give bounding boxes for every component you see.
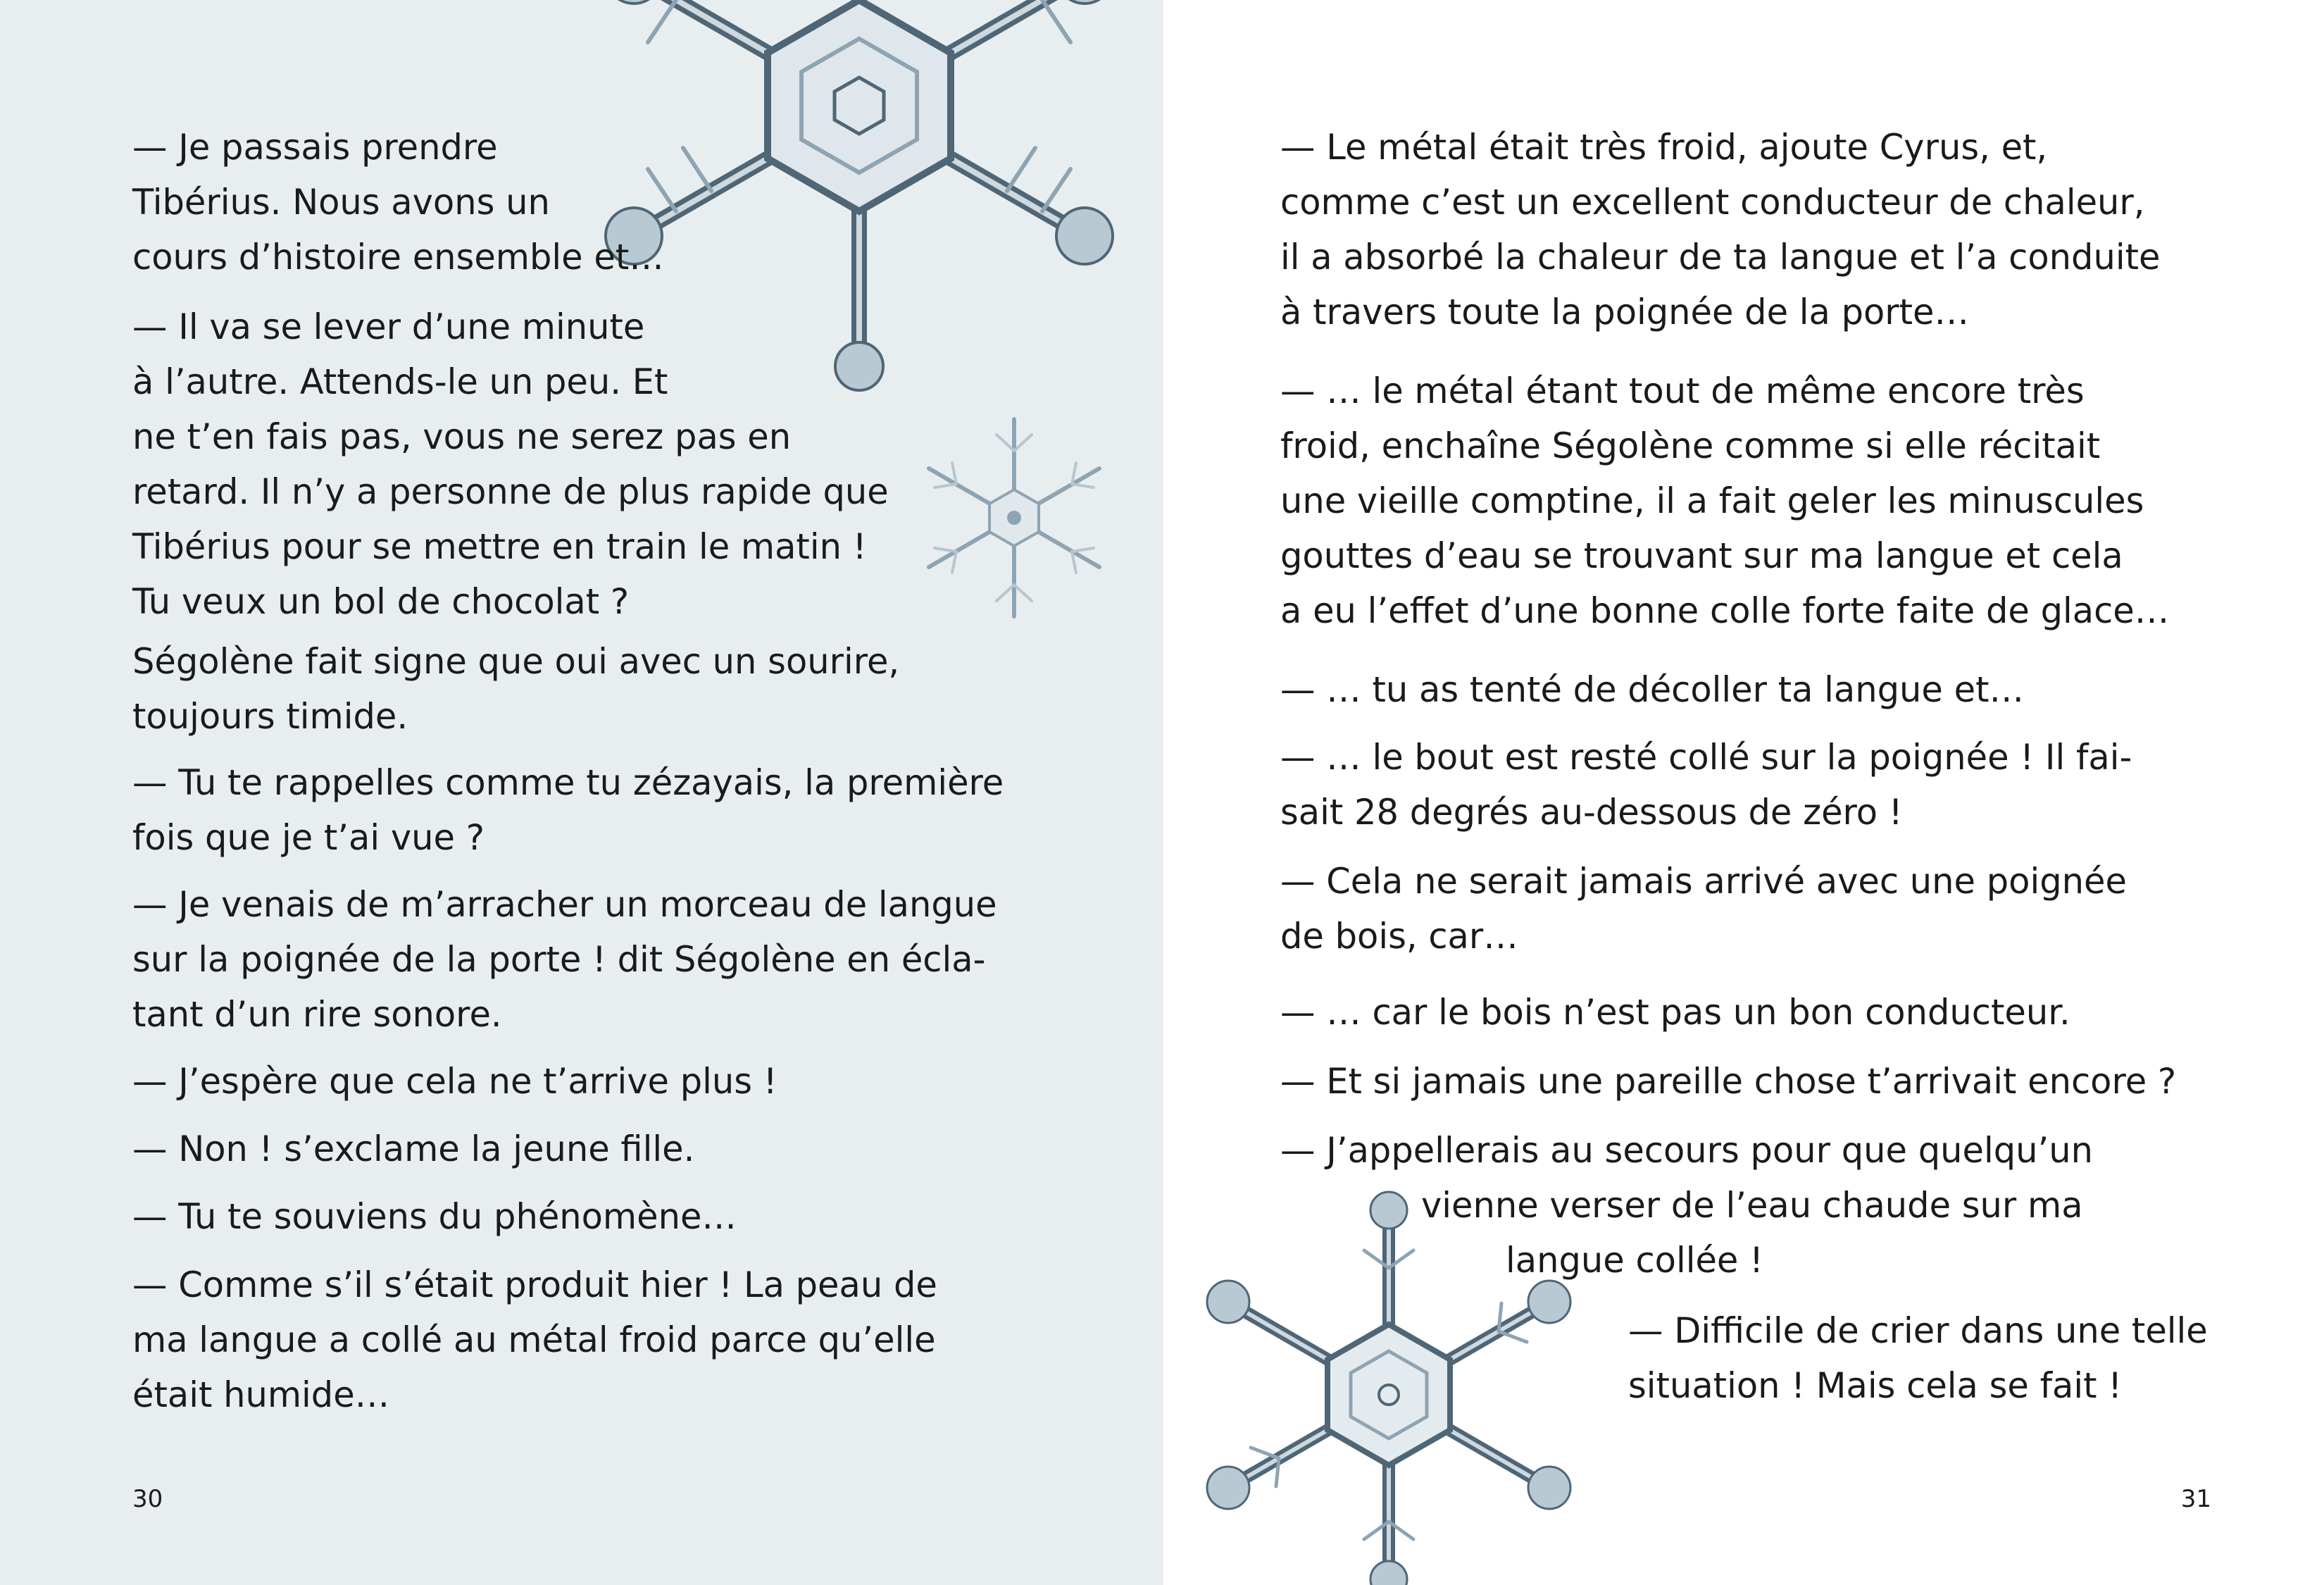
text-line: retard. Il n’y a personne de plus rapide que: [132, 471, 889, 512]
text-line: — Je venais de m’arracher un morceau de langue: [132, 884, 997, 925]
snowflake-icon: [908, 412, 1120, 623]
text-line: froid, enchaîne Ségolène comme si elle récitait: [1280, 425, 2101, 466]
text-line: toujours timide.: [132, 696, 408, 737]
paragraph: [132, 299, 889, 629]
text-line: fois que je t’ai vue ?: [132, 817, 485, 858]
text-line: vienne verser de l’eau chaude sur ma: [1421, 1185, 2083, 1226]
text-line: comme c’est un excellent conducteur de chaleur,: [1280, 182, 2145, 223]
paragraph: [1280, 120, 2160, 340]
paragraph: [132, 1189, 737, 1244]
text-line: — … car le bois n’est pas un bon conducteur.: [1280, 992, 2070, 1033]
text-line: — Comme s’il s’était produit hier ! La peau de: [132, 1264, 937, 1305]
text-line: Tu veux un bol de chocolat ?: [132, 581, 630, 622]
text-line: sait 28 degrés au-dessous de zéro !: [1280, 792, 1903, 833]
text-line: — … le bout est resté collé sur la poignée ! Il fai-: [1280, 737, 2132, 778]
text-line: — J’espère que cela ne t’arrive plus !: [132, 1061, 777, 1102]
text-line: cours d’histoire ensemble et…: [132, 237, 664, 278]
text-line: tant d’un rire sonore.: [132, 994, 502, 1035]
right-page: [1163, 0, 2324, 1585]
text-line: langue collée !: [1506, 1240, 1763, 1281]
paragraph: [132, 1121, 694, 1176]
text-line: à l’autre. Attends-le un peu. Et: [132, 361, 668, 402]
text-line: Tibérius pour se mettre en train le matin !: [132, 526, 867, 567]
text-line: gouttes d’eau se trouvant sur ma langue et cela: [1280, 535, 2123, 576]
text-line: situation ! Mais cela se fait !: [1628, 1365, 2123, 1406]
text-line: Ségolène fait signe que oui avec un sourire,: [132, 641, 900, 682]
text-line: ma langue a collé au métal froid parce qu’elle: [132, 1319, 936, 1360]
paragraph: [1280, 985, 2070, 1040]
paragraph: [1628, 1303, 2208, 1413]
paragraph: [132, 755, 1004, 865]
paragraph: [132, 1257, 937, 1422]
page-number: 30: [132, 1485, 163, 1513]
text-line: — Difficile de crier dans une telle: [1628, 1310, 2208, 1351]
text-line: — Je passais prendre: [132, 127, 498, 168]
text-line: — … tu as tenté de décoller ta langue et…: [1280, 669, 2024, 710]
text-line: — Il va se lever d’une minute: [132, 306, 645, 347]
paragraph: [1280, 730, 2132, 840]
paragraph: [132, 1054, 777, 1109]
page-number: 31: [2180, 1485, 2211, 1513]
paragraph: [1280, 1123, 2093, 1288]
text-line: ne t’en fais pas, vous ne serez pas en: [132, 416, 792, 457]
text-line: a eu l’effet d’une bonne colle forte faite de glace…: [1280, 590, 2170, 631]
paragraph: [132, 120, 664, 285]
text-line: Tibérius. Nous avons un: [132, 182, 550, 223]
paragraph: [132, 877, 997, 1042]
text-line: — Tu te souviens du phénomène…: [132, 1196, 737, 1237]
text-line: — … le métal étant tout de même encore très: [1280, 371, 2085, 411]
text-line: — Et si jamais une pareille chose t’arrivait encore ?: [1280, 1061, 2177, 1102]
text-line: une vieille comptine, il a fait geler les minuscules: [1280, 480, 2144, 521]
text-line: — J’appellerais au secours pour que quelqu’un: [1280, 1130, 2093, 1171]
paragraph: [132, 634, 899, 744]
text-line: — Le métal était très froid, ajoute Cyrus, et,: [1280, 127, 2048, 168]
paragraph: [1280, 363, 2169, 638]
paragraph: [1280, 662, 2024, 717]
text-line: sur la poignée de la porte ! dit Ségolène en écla-: [132, 939, 986, 980]
text-line: — Tu te rappelles comme tu zézayais, la première: [132, 762, 1004, 803]
paragraph: [1280, 854, 2127, 964]
text-line: à travers toute la poignée de la porte…: [1280, 292, 1970, 332]
text-line: il a absorbé la chaleur de ta langue et l’a conduite: [1280, 237, 2161, 278]
text-line: — Cela ne serait jamais arrivé avec une poignée: [1280, 861, 2127, 902]
paragraph: [1280, 1054, 2176, 1109]
text-line: de bois, car…: [1280, 916, 1518, 957]
text-line: était humide…: [132, 1374, 390, 1415]
text-line: — Non ! s’exclame la jeune fille.: [132, 1129, 695, 1169]
